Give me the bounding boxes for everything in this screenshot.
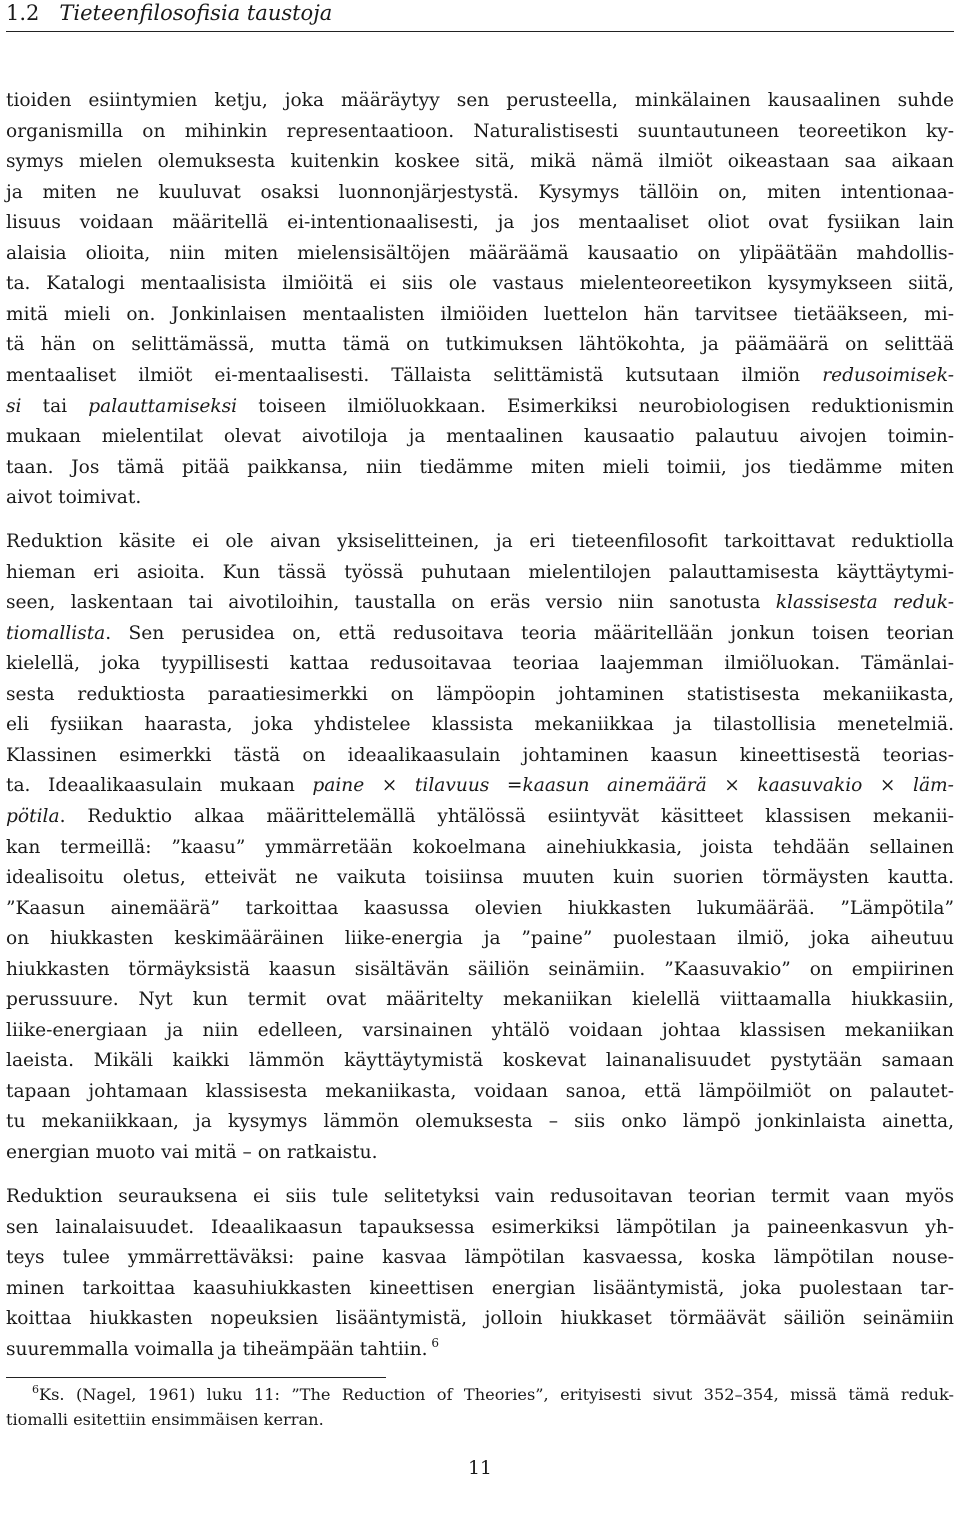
emphasis-text: pötila — [6, 805, 60, 827]
text-line — [6, 1108, 954, 1136]
emphasis-text: kaasun ainemäärä — [522, 775, 707, 797]
text-line — [6, 118, 954, 146]
text-line — [6, 1078, 954, 1106]
footnote-marker: 6 — [32, 1383, 39, 1396]
text-line — [6, 301, 954, 329]
text-line — [6, 925, 954, 953]
text-run: minen tarkoittaa kaasuhiukkasten kineettisen energian lisääntymistä, joka puolestaan tar- — [6, 1277, 954, 1299]
text-run: kielellä, joka tyypillisesti kattaa redusoitavaa teoriaa laajemman ilmiöluokan. Tämänlai- — [6, 653, 954, 675]
text-run: sen lainalaisuudet. Ideaalikaasun tapauksessa esimerkiksi lämpötilan ja paineenkasvun yh- — [6, 1216, 954, 1238]
text-run: aivot toimivat. — [6, 487, 142, 509]
text-run: tapaan johtamaan klassisesta mekaniikasta, voidaan sanoa, että lämpöilmiöt on palautet- — [6, 1080, 954, 1102]
footnote-text: Ks. (Nagel, 1961) luku 11: ”The Reduction of Theories”, erityisesti sivut 352–354, missä tämä reduk- — [39, 1385, 954, 1404]
text-run: tai — [21, 395, 89, 417]
text-line — [6, 742, 954, 770]
text-line — [6, 1139, 954, 1167]
text-line — [6, 179, 954, 207]
emphasis-text: läm- — [913, 775, 954, 797]
emphasis-text: tiomallista — [6, 622, 106, 644]
emphasis-text: klassisesta reduk- — [775, 592, 954, 614]
text-run: ja miten ne kuuluvat osaksi luonnonjärjestystä. Kysymys tällöin on, miten intentionaa- — [6, 181, 954, 203]
footnote-rule — [6, 1377, 386, 1378]
footnote-line — [6, 1408, 954, 1432]
text-line — [6, 956, 954, 984]
text-line — [6, 209, 954, 237]
text-run: taan. Jos tämä pitää paikkansa, niin tiedämme miten mieli toimii, jos tiedämme miten — [6, 456, 954, 478]
text-run: on hiukkasten keskimääräinen liike-energia ja ”paine” puolestaan ilmiö, joka aiheutuu — [6, 928, 954, 950]
text-run: suuremmalla voimalla ja tiheämpään tahtiin. — [6, 1338, 428, 1360]
text-line — [6, 1336, 954, 1364]
text-run: hieman eri asioita. Kun tässä työssä puhutaan mielentilojen palauttamisesta käyttäytymi- — [6, 561, 954, 583]
text-run: lisuus voidaan määritellä ei-intentionaalisesti, ja jos mentaaliset oliot ovat fysiikan lain — [6, 212, 954, 234]
text-line — [6, 484, 954, 512]
text-line — [6, 1047, 954, 1075]
text-line — [6, 1017, 954, 1045]
text-run: koittaa hiukkasten nopeuksien lisääntymistä, jolloin hiukkaset törmäävät säiliön seinämiin — [6, 1308, 954, 1330]
text-line — [6, 986, 954, 1014]
text-run: liike-energiaan ja niin edelleen, varsinainen yhtälö voidaan johtaa klassisen mekaniikan — [6, 1019, 954, 1041]
text-line — [6, 650, 954, 678]
text-run: kan termeillä: ”kaasu” ymmärretään kokoelmana ainehiukkasia, joista tehdään sellainen — [6, 836, 954, 858]
text-line — [6, 772, 954, 800]
text-line — [6, 1183, 954, 1211]
text-line — [6, 681, 954, 709]
text-run: tu mekaniikkaan, ja kysymys lämmön olemuksesta – siis onko lämpö jonkinlaista ainetta, — [6, 1111, 954, 1133]
text-run: × — [706, 775, 758, 797]
text-run: ”Kaasun ainemäärä” tarkoittaa kaasussa olevien hiukkasten lukumäärää. ”Lämpötila” — [6, 897, 954, 919]
text-line — [6, 589, 954, 617]
text-run: ta. Katalogi mentaalisista ilmiöitä ei siis ole vastaus mielenteoreetikon kysymykseen siitä, — [6, 273, 954, 295]
text-line — [6, 711, 954, 739]
text-line — [6, 240, 954, 268]
text-run: × — [364, 775, 415, 797]
text-line — [6, 331, 954, 359]
emphasis-text: palauttamiseksi — [88, 395, 238, 417]
text-run: seen, laskentaan tai aivotiloihin, taustalla on eräs versio niin sanotusta — [6, 592, 776, 614]
text-run: mentaaliset ilmiöt ei-mentaalisesti. Tällaista selittämistä kutsutaan ilmiön — [6, 364, 823, 386]
text-run: sesta reduktiosta paraatiesimerkki on lämpöopin johtaminen statistisesta mekaniikasta, — [6, 683, 954, 705]
text-run: tä hän on selittämässä, mutta tämä on tutkimuksen lähtökohta, ja päämäärä on selittää — [6, 334, 954, 356]
text-run: hiukkasten törmäyksistä kaasun sisältävän säiliön seinämiin. ”Kaasuvakio” on empiirinen — [6, 958, 954, 980]
text-line — [6, 1244, 954, 1272]
text-line — [6, 1214, 954, 1242]
text-run: mitä mieli on. Jonkinlaisen mentaalisten ilmiöiden luettelon hän tarvitsee tietääkseen, mi- — [6, 303, 954, 325]
text-line — [6, 393, 954, 421]
text-run: . Reduktio alkaa määrittelemällä yhtälössä esiintyvät käsitteet klassisen mekanii- — [59, 805, 954, 827]
page-number: 11 — [468, 1458, 492, 1479]
section-number: 1.2 — [6, 1, 40, 25]
text-run: × — [862, 775, 914, 797]
text-run: = — [489, 775, 523, 797]
emphasis-text: kaasuvakio — [757, 775, 863, 797]
emphasis-text: tilavuus — [414, 775, 490, 797]
text-run: ta. Ideaalikaasulain mukaan — [6, 775, 313, 797]
text-line — [6, 559, 954, 587]
text-line — [6, 87, 954, 115]
text-line — [6, 362, 954, 390]
text-line — [6, 1275, 954, 1303]
text-run: perussuure. Nyt kun termit ovat määritelty mekaniikan kielellä viittaamalla hiukkasiin, — [6, 989, 954, 1011]
text-run: . Sen perusidea on, että redusoitava teoria määritellään jonkun toisen teorian — [105, 622, 954, 644]
emphasis-text: redusoimisek- — [822, 364, 954, 386]
running-head — [6, 0, 332, 26]
text-run: mukaan mielentilat olevat aivotiloja ja mentaalinen kausaatio palautuu aivojen toimin- — [6, 426, 954, 448]
text-line — [6, 834, 954, 862]
text-run: toiseen ilmiöluokkaan. Esimerkiksi neurobiologisen reduktionismin — [237, 395, 954, 417]
text-run: energian muoto vai mitä – on ratkaistu. — [6, 1142, 378, 1163]
text-run: alaisia olioita, niin miten mielensisältöjen määräämä kausaatio on ylipäätään mahdollis- — [6, 242, 954, 264]
text-line — [6, 528, 954, 556]
section-title: Tieteenfilosofisia taustoja — [59, 1, 333, 25]
text-run: teys tulee ymmärrettäväksi: paine kasvaa lämpötilan kasvaessa, koska lämpötilan nouse- — [6, 1247, 954, 1269]
text-run: Reduktion käsite ei ole aivan yksiselitteinen, ja eri tieteenfilosofit tarkoittavat reduktiolla — [6, 531, 954, 552]
text-run: eli fysiikan haarasta, joka yhdistelee klassista mekaniikkaa ja tilastollisia menetelmiä. — [6, 714, 954, 736]
text-run: tioiden esiintymien ketju, joka määräytyy sen perusteella, minkälainen kausaalinen suhde — [6, 90, 954, 111]
text-line — [6, 454, 954, 482]
text-run: Klassinen esimerkki tästä on ideaalikaasulain johtaminen kaasun kineettisestä teorias- — [6, 744, 954, 766]
text-line — [6, 895, 954, 923]
text-run: laeista. Mikäli kaikki lämmön käyttäytymistä koskevat lainanalisuudet pystytään samaan — [6, 1050, 954, 1072]
text-line — [6, 620, 954, 648]
text-run: idealisoitu oletus, etteivät ne vaikuta toisiinsa muuten kuin suorien törmäysten kautta. — [6, 867, 954, 889]
text-line — [6, 1305, 954, 1333]
text-line — [6, 423, 954, 451]
emphasis-text: paine — [312, 775, 365, 797]
header-rule — [6, 31, 954, 32]
text-line — [6, 803, 954, 831]
footnote-reference[interactable]: 6 — [427, 1335, 439, 1350]
footnote-line — [6, 1383, 954, 1407]
text-run: symys mielen olemuksesta kuitenkin koskee sitä, mikä nämä ilmiöt oikeastaan saa aikaan — [6, 151, 954, 173]
emphasis-text: si — [6, 395, 22, 417]
text-run: organismilla on mihinkin representaatioon. Naturalistisesti suuntautuneen teoreetikon ky- — [6, 120, 954, 142]
text-line — [6, 148, 954, 176]
footnote-text: tiomalli esitettiin ensimmäisen kerran. — [6, 1410, 324, 1429]
text-line — [6, 270, 954, 298]
text-run: Reduktion seurauksena ei siis tule selitetyksi vain redusoitavan teorian termit vaan myös — [6, 1186, 954, 1207]
text-line — [6, 864, 954, 892]
